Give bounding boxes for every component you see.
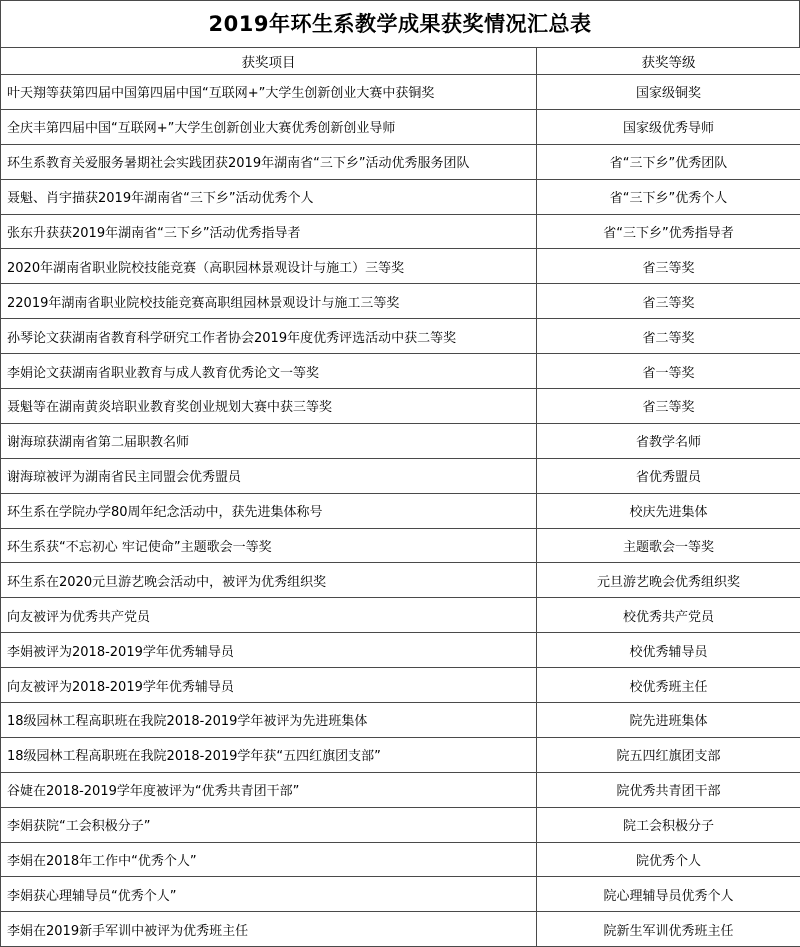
table-header-row	[1, 48, 800, 75]
award-project-cell: 李娟获心理辅导员“优秀个人”	[1, 877, 537, 912]
column-header-level: 获奖等级	[537, 48, 800, 75]
table-row	[1, 598, 800, 633]
table-row	[1, 912, 800, 947]
page-title: 2019年环生系教学成果获奖情况汇总表	[0, 0, 800, 47]
award-project-cell: 聂魁、肖宇描获2019年湖南省“三下乡”活动优秀个人	[1, 179, 537, 214]
award-project-cell: 谢海琼获湖南省第二届职教名师	[1, 423, 537, 458]
award-level-cell: 院优秀个人	[537, 842, 800, 877]
award-level-cell: 院优秀共青团干部	[537, 772, 800, 807]
award-level-cell: 国家级优秀导师	[537, 109, 800, 144]
table-row	[1, 423, 800, 458]
award-level-cell: 省三等奖	[537, 249, 800, 284]
award-project-cell: 22019年湖南省职业院校技能竞赛高职组园林景观设计与施工三等奖	[1, 284, 537, 319]
award-level-cell: 校优秀辅导员	[537, 633, 800, 668]
award-level-cell: 省三等奖	[537, 284, 800, 319]
table-row	[1, 877, 800, 912]
award-level-cell: 省“三下乡”优秀个人	[537, 179, 800, 214]
award-project-cell: 李娟被评为2018-2019学年优秀辅导员	[1, 633, 537, 668]
award-level-cell: 院新生军训优秀班主任	[537, 912, 800, 947]
award-project-cell: 环生系获“不忘初心 牢记使命”主题歌会一等奖	[1, 528, 537, 563]
award-project-cell: 聂魁等在湖南黄炎培职业教育奖创业规划大赛中获三等奖	[1, 389, 537, 424]
awards-table	[0, 47, 800, 947]
award-level-cell: 省优秀盟员	[537, 458, 800, 493]
award-level-cell: 校优秀共产党员	[537, 598, 800, 633]
award-level-cell: 省三等奖	[537, 389, 800, 424]
award-level-cell: 省教学名师	[537, 423, 800, 458]
table-body	[1, 75, 800, 947]
table-row	[1, 389, 800, 424]
table-row	[1, 214, 800, 249]
award-project-cell: 李娟论文获湖南省职业教育与成人教育优秀论文一等奖	[1, 354, 537, 389]
award-project-cell: 全庆丰第四届中国“互联网+”大学生创新创业大赛优秀创新创业导师	[1, 109, 537, 144]
table-row	[1, 458, 800, 493]
table-row	[1, 528, 800, 563]
award-level-cell: 校庆先进集体	[537, 493, 800, 528]
award-level-cell: 元旦游艺晚会优秀组织奖	[537, 563, 800, 598]
award-project-cell: 2020年湖南省职业院校技能竞赛（高职园林景观设计与施工）三等奖	[1, 249, 537, 284]
award-project-cell: 李娟在2018年工作中“优秀个人”	[1, 842, 537, 877]
award-level-cell: 国家级铜奖	[537, 75, 800, 110]
award-project-cell: 李娟获院“工会积极分子”	[1, 807, 537, 842]
table-row	[1, 842, 800, 877]
award-project-cell: 环生系教育关爱服务暑期社会实践团获2019年湖南省“三下乡”活动优秀服务团队	[1, 144, 537, 179]
award-project-cell: 孙琴论文获湖南省教育科学研究工作者协会2019年度优秀评选活动中获二等奖	[1, 319, 537, 354]
table-row	[1, 493, 800, 528]
award-project-cell: 谢海琼被评为湖南省民主同盟会优秀盟员	[1, 458, 537, 493]
table-row	[1, 633, 800, 668]
award-level-cell: 院工会积极分子	[537, 807, 800, 842]
award-level-cell: 主题歌会一等奖	[537, 528, 800, 563]
award-project-cell: 环生系在2020元旦游艺晚会活动中，被评为优秀组织奖	[1, 563, 537, 598]
table-row	[1, 144, 800, 179]
table-row	[1, 284, 800, 319]
table-row	[1, 319, 800, 354]
table-row	[1, 772, 800, 807]
table-row	[1, 563, 800, 598]
award-level-cell: 院心理辅导员优秀个人	[537, 877, 800, 912]
award-project-cell: 环生系在学院办学80周年纪念活动中，获先进集体称号	[1, 493, 537, 528]
award-project-cell: 18级园林工程高职班在我院2018-2019学年被评为先进班集体	[1, 703, 537, 738]
award-project-cell: 谷婕在2018-2019学年度被评为“优秀共青团干部”	[1, 772, 537, 807]
table-row	[1, 807, 800, 842]
award-level-cell: 校优秀班主任	[537, 668, 800, 703]
award-level-cell: 省“三下乡”优秀指导者	[537, 214, 800, 249]
award-project-cell: 向友被评为2018-2019学年优秀辅导员	[1, 668, 537, 703]
award-project-cell: 18级园林工程高职班在我院2018-2019学年获“五四红旗团支部”	[1, 737, 537, 772]
table-row	[1, 354, 800, 389]
award-level-cell: 省二等奖	[537, 319, 800, 354]
award-project-cell: 叶天翔等获第四届中国第四届中国“互联网+”大学生创新创业大赛中获铜奖	[1, 75, 537, 110]
table-row	[1, 668, 800, 703]
award-level-cell: 省“三下乡”优秀团队	[537, 144, 800, 179]
column-header-project: 获奖项目	[1, 48, 537, 75]
award-level-cell: 省一等奖	[537, 354, 800, 389]
award-project-cell: 李娟在2019新手军训中被评为优秀班主任	[1, 912, 537, 947]
table-row	[1, 109, 800, 144]
table-row	[1, 703, 800, 738]
table-row	[1, 75, 800, 110]
table-row	[1, 249, 800, 284]
table-row	[1, 737, 800, 772]
award-project-cell: 张东升获获2019年湖南省“三下乡”活动优秀指导者	[1, 214, 537, 249]
award-level-cell: 院五四红旗团支部	[537, 737, 800, 772]
table-row	[1, 179, 800, 214]
award-level-cell: 院先进班集体	[537, 703, 800, 738]
award-project-cell: 向友被评为优秀共产党员	[1, 598, 537, 633]
